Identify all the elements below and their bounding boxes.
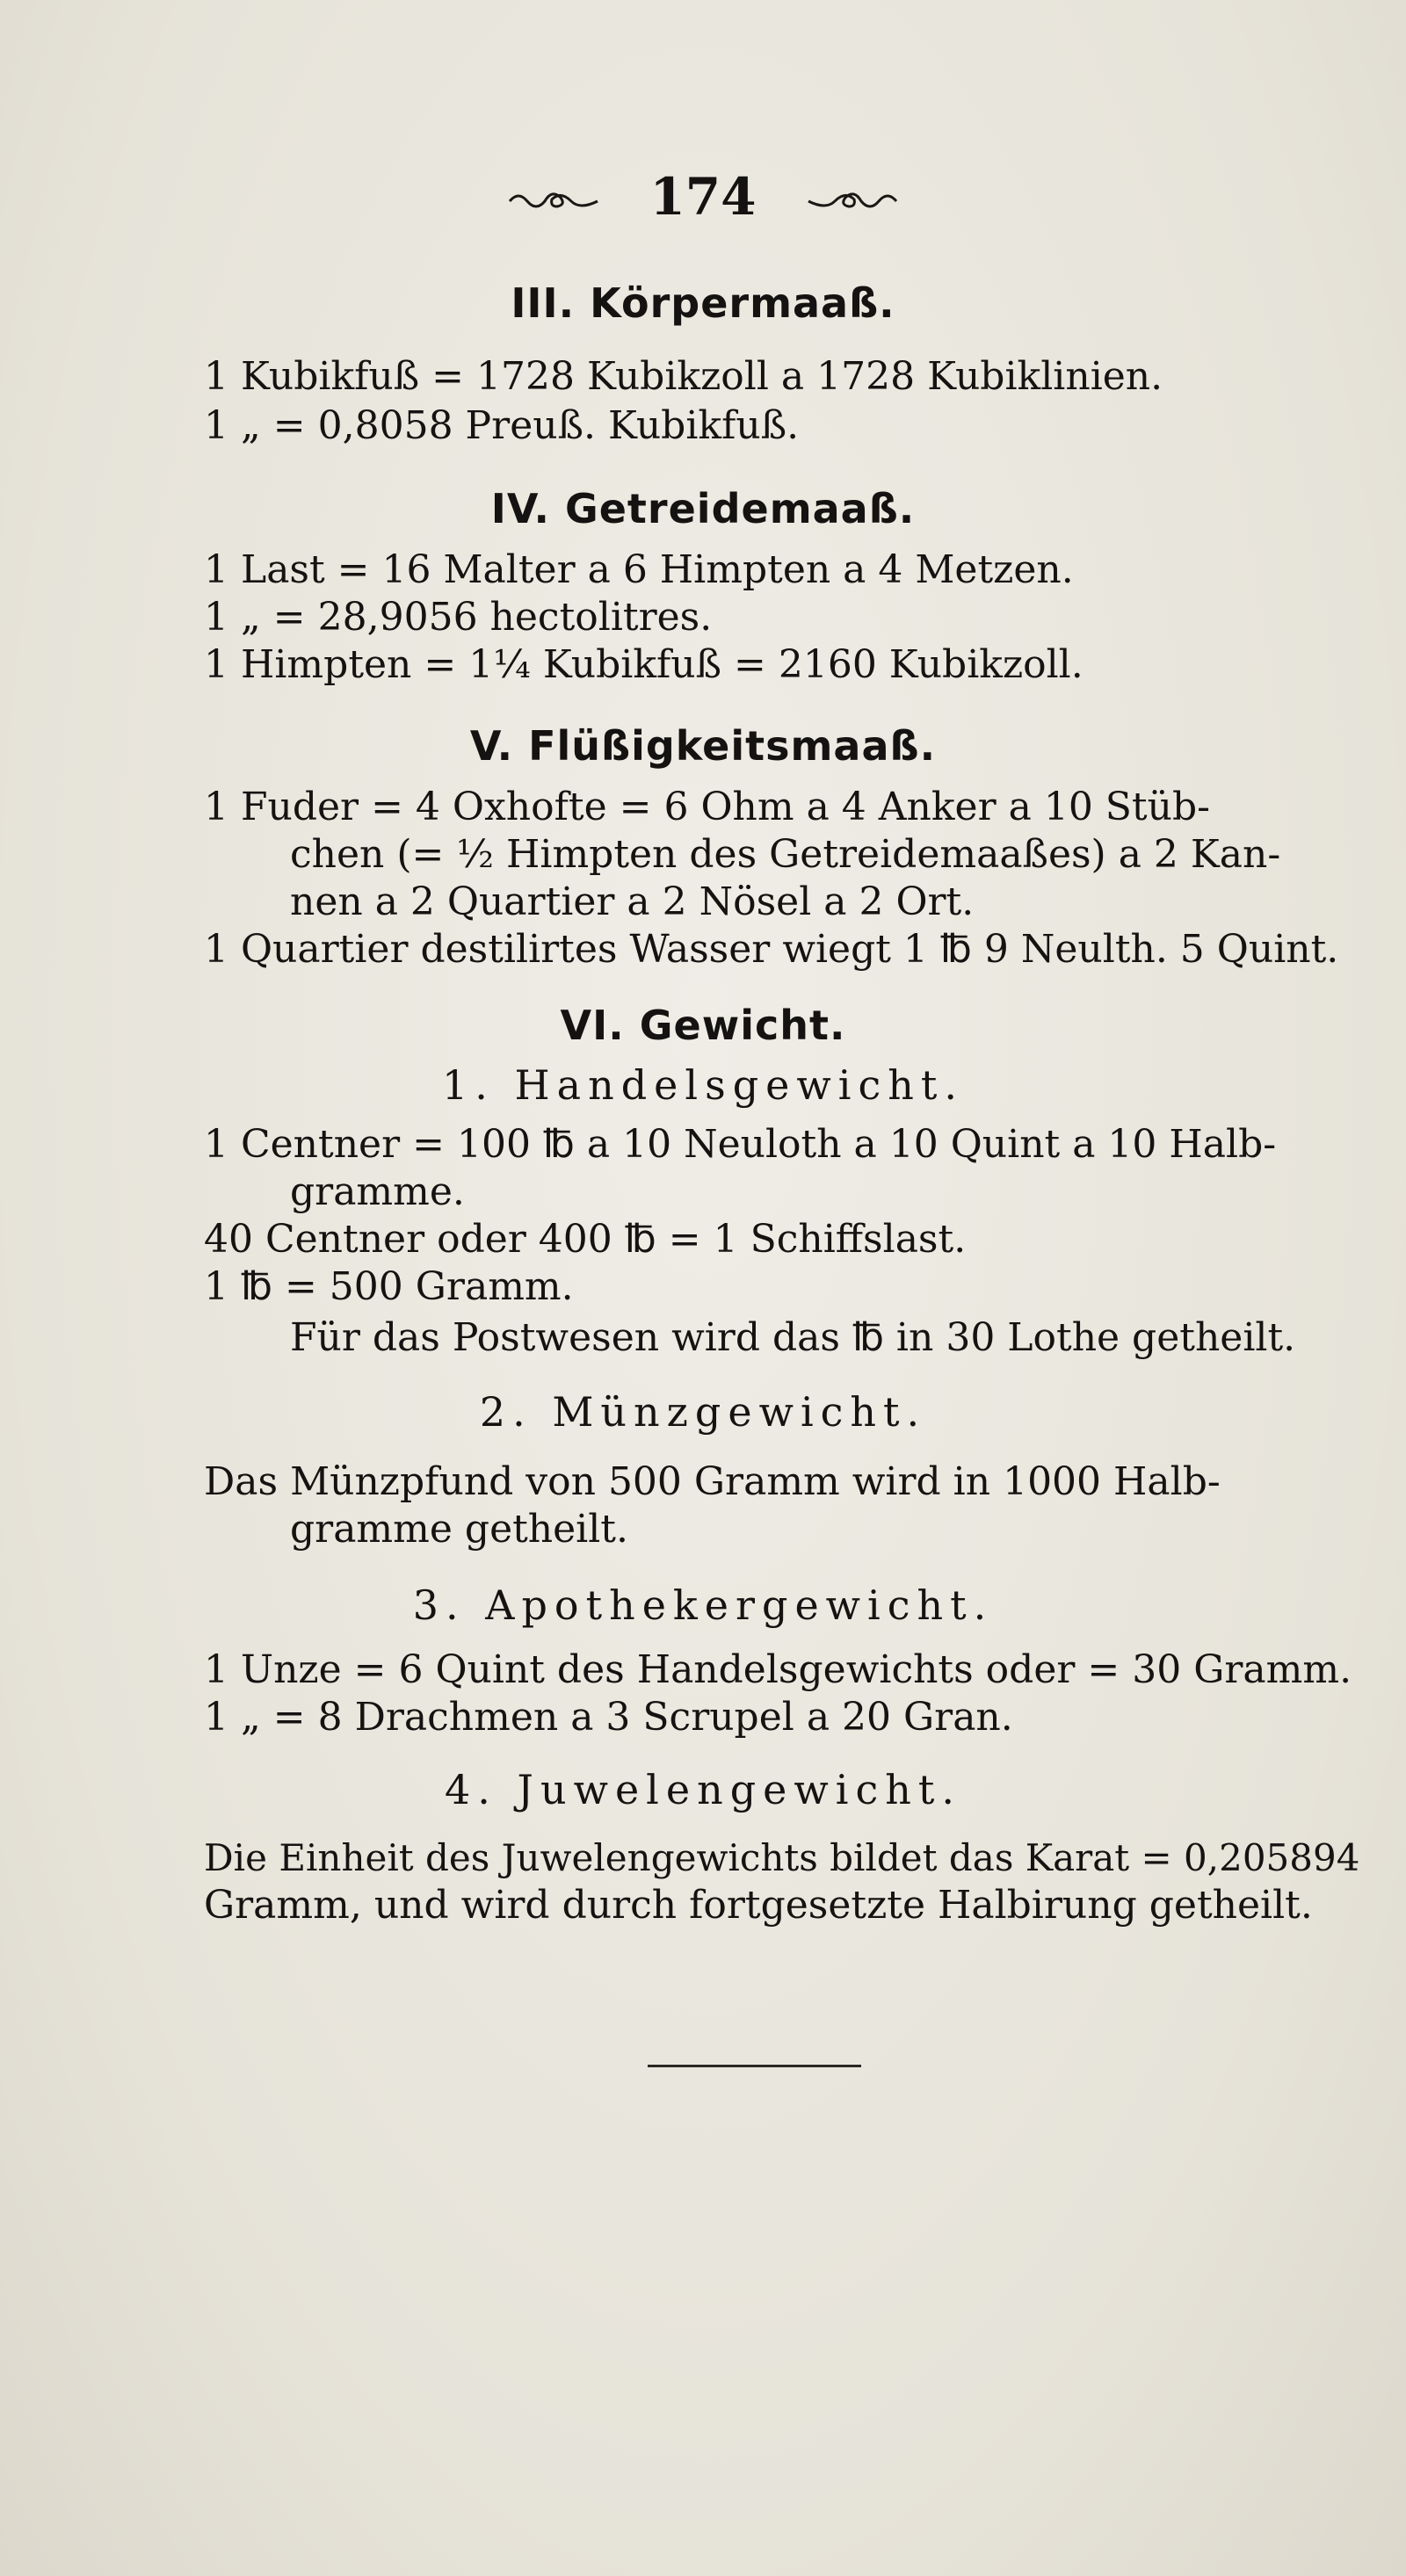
text-line: gramme getheilt. [290,1507,628,1552]
text-line: nen a 2 Quartier a 2 Nösel a 2 Ort. [290,879,975,924]
right-ornament-icon [804,184,901,219]
text-line: 1 Kubikfuß = 1728 Kubikzoll a 1728 Kubiklinien. [204,354,1163,399]
text-line: 1 Unze = 6 Quint des Handelsgewichts oder = 30 Gramm. [204,1647,1352,1692]
closing-rule [648,2065,861,2067]
section-heading-gewicht: VI. Gewicht. [560,1002,846,1049]
text-line: Gramm, und wird durch fortgesetzte Halbirung getheilt. [204,1883,1313,1928]
section-heading-fluessigkeitsmaass: V. Flüßigkeitsmaaß. [469,722,937,770]
page-number: 174 [649,167,757,227]
text-line: Für das Postwesen wird das ℔ in 30 Lothe getheilt. [290,1315,1296,1360]
text-line: 1 „ = 28,9056 hectolitres. [204,595,713,640]
text-line: 1 Quartier destilirtes Wasser wiegt 1 ℔ 9 Neulth. 5 Quint. [204,927,1339,972]
section-heading-getreidemaass: IV. Getreidemaaß. [490,485,916,532]
text-line: 1 „ = 0,8058 Preuß. Kubikfuß. [204,403,800,448]
subsection-title-handelsgewicht: 1. Handelsgewicht. [442,1061,964,1109]
subsection-title-muenzgewicht: 2. Münzgewicht. [479,1388,927,1436]
text-line: 1 Centner = 100 ℔ a 10 Neuloth a 10 Quint a 10 Halb- [204,1122,1277,1167]
text-line: gramme. [290,1169,465,1214]
text-line: 1 ℔ = 500 Gramm. [204,1264,574,1309]
text-line: chen (= ½ Himpten des Getreidemaaßes) a 2 Kan- [290,832,1281,877]
text-line: 1 „ = 8 Drachmen a 3 Scrupel a 20 Gran. [204,1695,1013,1740]
text-line: 1 Fuder = 4 Oxhofte = 6 Ohm a 4 Anker a 10 Stüb- [204,785,1210,829]
section-heading-koerpermaass: III. Körpermaaß. [511,279,895,327]
subsection-title-juwelengewicht: 4. Juwelengewicht. [445,1766,961,1813]
page-header [0,167,1406,227]
subsection-title-apothekergewicht: 3. Apothekergewicht. [412,1581,994,1629]
text-line: 1 Himpten = 1¼ Kubikfuß = 2160 Kubikzoll. [204,642,1083,687]
text-line: Die Einheit des Juwelengewichts bildet das Karat = 0,205894 [204,1836,1360,1879]
left-ornament-icon [505,184,602,219]
text-line: 40 Centner oder 400 ℔ = 1 Schiffslast. [204,1217,967,1262]
text-line: 1 Last = 16 Malter a 6 Himpten a 4 Metzen. [204,547,1074,592]
text-line: Das Münzpfund von 500 Gramm wird in 1000 Halb- [204,1459,1221,1504]
